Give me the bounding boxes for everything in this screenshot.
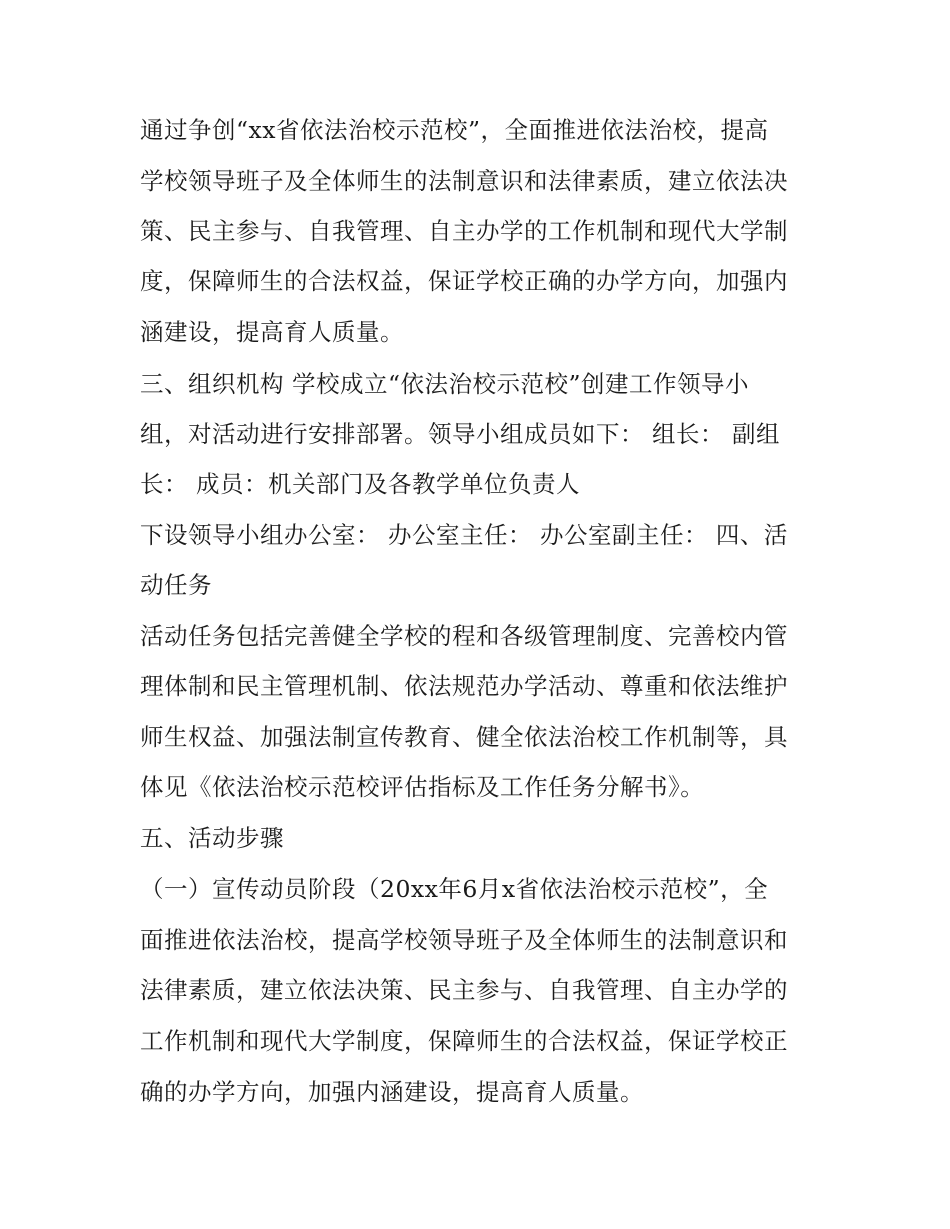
text-line: 理体制和民主管理机制、依法规范办学活动、尊重和依法维护	[140, 672, 788, 700]
text-line: 涵建设，提高育人质量。	[140, 318, 404, 346]
text-line: 通过争创“xx省依法治校示范校”，全面推进依法治校，提高	[140, 116, 769, 144]
text-line: 体见《依法治校示范校评估指标及工作任务分解书》。	[140, 773, 705, 801]
section-heading-line: 五、活动步骤	[140, 824, 284, 852]
text-line: 动任务	[140, 571, 212, 599]
section-heading-line: 三、组织机构 学校成立“依法治校示范校”创建工作领导小	[140, 370, 749, 398]
text-line: 工作机制和现代大学制度，保障师生的合法权益，保证学校正	[140, 1027, 788, 1055]
text-line: 学校领导班子及全体师生的法制意识和法律素质，建立依法决	[140, 167, 788, 195]
text-line: （一）宣传动员阶段（20xx年6月x省依法治校示范校”，全	[140, 875, 769, 903]
text-line: 组，对活动进行安排部署。领导小组成员如下： 组长： 副组	[140, 420, 780, 448]
text-line: 面推进依法治校，提高学校领导班子及全体师生的法制意识和	[140, 926, 788, 954]
text-line: 确的办学方向，加强内涵建设，提高育人质量。	[140, 1078, 644, 1106]
text-line: 师生权益、加强法制宣传教育、健全依法治校工作机制等，具	[140, 723, 788, 751]
text-line: 策、民主参与、自我管理、自主办学的工作机制和现代大学制	[140, 217, 788, 245]
text-line: 度，保障师生的合法权益，保证学校正确的办学方向，加强内	[140, 267, 788, 295]
text-line: 下设领导小组办公室： 办公室主任： 办公室副主任： 四、活	[140, 521, 788, 549]
text-line: 法律素质，建立依法决策、民主参与、自我管理、自主办学的	[140, 976, 788, 1004]
text-line: 长： 成员：机关部门及各教学单位负责人	[140, 470, 580, 498]
text-line: 活动任务包括完善健全学校的程和各级管理制度、完善校内管	[140, 622, 788, 650]
